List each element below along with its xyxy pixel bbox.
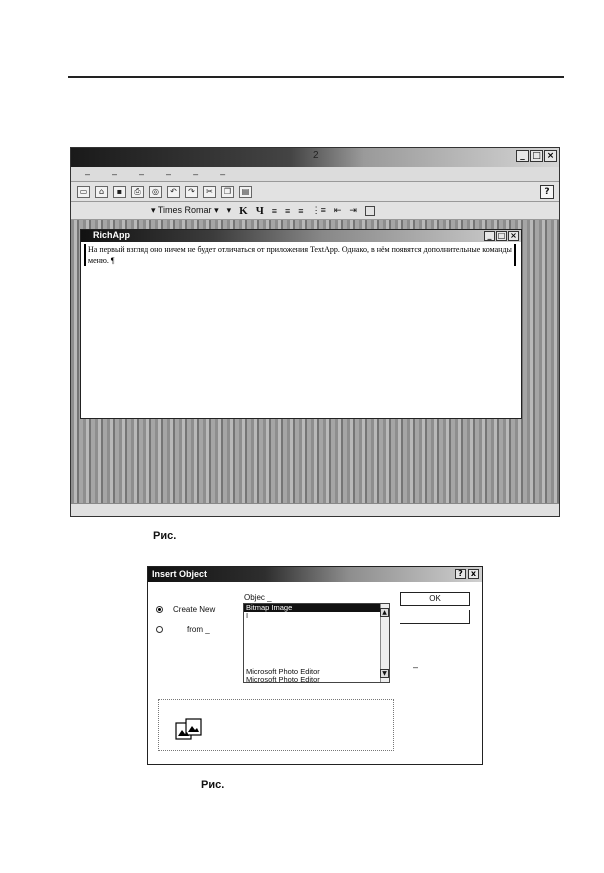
main-title-bar[interactable] — [71, 148, 559, 167]
menu-item[interactable]: – — [139, 169, 145, 179]
undo-icon[interactable]: ↶ — [167, 186, 180, 198]
underline-button[interactable]: Ч — [255, 204, 264, 217]
cancel-button[interactable] — [400, 610, 470, 624]
figure-caption-1: Рис. — [153, 530, 177, 542]
bold-button[interactable]: K — [239, 204, 248, 217]
from-file-option[interactable] — [156, 625, 210, 634]
top-rule — [68, 76, 564, 78]
list-item[interactable]: I — [246, 611, 249, 620]
figure-caption-2: Рис. — [201, 779, 225, 791]
help-icon[interactable]: ? — [540, 185, 554, 199]
richapp-main-window — [70, 147, 560, 517]
standard-toolbar — [71, 181, 559, 202]
bullets-icon[interactable]: ⋮≡ — [311, 205, 326, 215]
child-title-bar[interactable] — [81, 230, 521, 242]
menu-bar — [71, 167, 559, 181]
preview-icon[interactable]: ◎ — [149, 186, 162, 198]
ok-button[interactable]: OK — [400, 592, 470, 606]
menu-item[interactable]: – — [112, 169, 118, 179]
paste-icon[interactable]: ▤ — [239, 186, 252, 198]
color-box-icon[interactable] — [365, 206, 375, 216]
open-icon[interactable]: ⌂ — [95, 186, 108, 198]
indent-icon[interactable]: ⇤ — [333, 205, 342, 215]
child-maximize-button[interactable]: □ — [497, 231, 506, 240]
result-group-box — [158, 699, 394, 751]
from-file-label: from _ — [187, 625, 210, 634]
main-window-title: 2 — [313, 150, 319, 161]
list-item[interactable]: Bitmap Image — [244, 604, 389, 612]
close-button[interactable]: × — [544, 150, 557, 162]
font-name-suffix: Romar — [184, 205, 212, 215]
child-window-title: RichApp — [93, 230, 130, 240]
status-bar — [71, 503, 559, 516]
create-new-radio[interactable] — [156, 606, 163, 613]
menu-item[interactable]: – — [220, 169, 226, 179]
print-icon[interactable]: ⎙ — [131, 186, 144, 198]
list-spacer — [244, 620, 389, 668]
font-name-value: Times — [157, 205, 183, 215]
dialog-title-bar[interactable] — [148, 567, 482, 582]
dash-mark: – — [413, 662, 419, 672]
richapp-child-window — [80, 229, 522, 419]
dialog-close-button[interactable]: x — [468, 569, 479, 579]
create-new-option[interactable] — [156, 605, 215, 614]
object-type-label: Objec _ — [244, 593, 272, 602]
menu-item[interactable]: – — [166, 169, 172, 179]
align-left-icon[interactable]: ≡ — [271, 205, 278, 216]
create-new-label: Create New — [173, 605, 216, 614]
align-right-icon[interactable]: ≡ — [298, 205, 304, 216]
rich-text-editor[interactable]: На первый взгляд оно ничем не будет отличаться от приложения TextApp. Однако, в нём появятся дополнительные команды меню. ¶ — [84, 244, 516, 266]
save-icon[interactable]: ▪ — [113, 186, 126, 198]
maximize-button[interactable]: □ — [530, 150, 543, 162]
list-scrollbar[interactable] — [380, 604, 389, 682]
menu-item[interactable]: – — [85, 169, 91, 179]
menu-item[interactable]: – — [193, 169, 199, 179]
list-item[interactable]: Microsoft Photo Editor — [246, 675, 320, 683]
outdent-icon[interactable]: ⇥ — [349, 205, 357, 215]
scroll-up-icon[interactable]: ▲ — [380, 608, 389, 617]
scroll-down-icon[interactable]: ▼ — [380, 669, 389, 678]
new-icon[interactable]: ▭ — [77, 186, 90, 198]
redo-icon[interactable]: ↷ — [185, 186, 198, 198]
main-window-controls — [516, 150, 557, 162]
child-close-button[interactable]: × — [508, 231, 519, 241]
minimize-button[interactable]: _ — [516, 150, 529, 162]
font-name-combo[interactable]: ▾ Times Romar ▾ — [151, 205, 219, 215]
dialog-title-controls — [455, 569, 479, 579]
insert-object-dialog — [147, 566, 483, 765]
child-window-controls — [484, 231, 519, 241]
object-type-list[interactable] — [243, 603, 390, 683]
child-minimize-button[interactable]: _ — [484, 231, 495, 241]
cut-icon[interactable]: ✂ — [203, 186, 216, 198]
font-size-combo[interactable]: ▾ — [226, 205, 232, 215]
object-icon — [175, 718, 203, 740]
from-file-radio[interactable] — [156, 626, 163, 633]
copy-icon[interactable]: ❐ — [221, 186, 234, 198]
dialog-help-button[interactable]: ? — [455, 569, 466, 579]
align-center-icon[interactable]: ≡ — [285, 205, 291, 216]
format-toolbar — [71, 202, 559, 220]
list-item[interactable]: Microsoft Photo Editor — [246, 667, 320, 676]
dialog-title: Insert Object — [152, 569, 208, 579]
